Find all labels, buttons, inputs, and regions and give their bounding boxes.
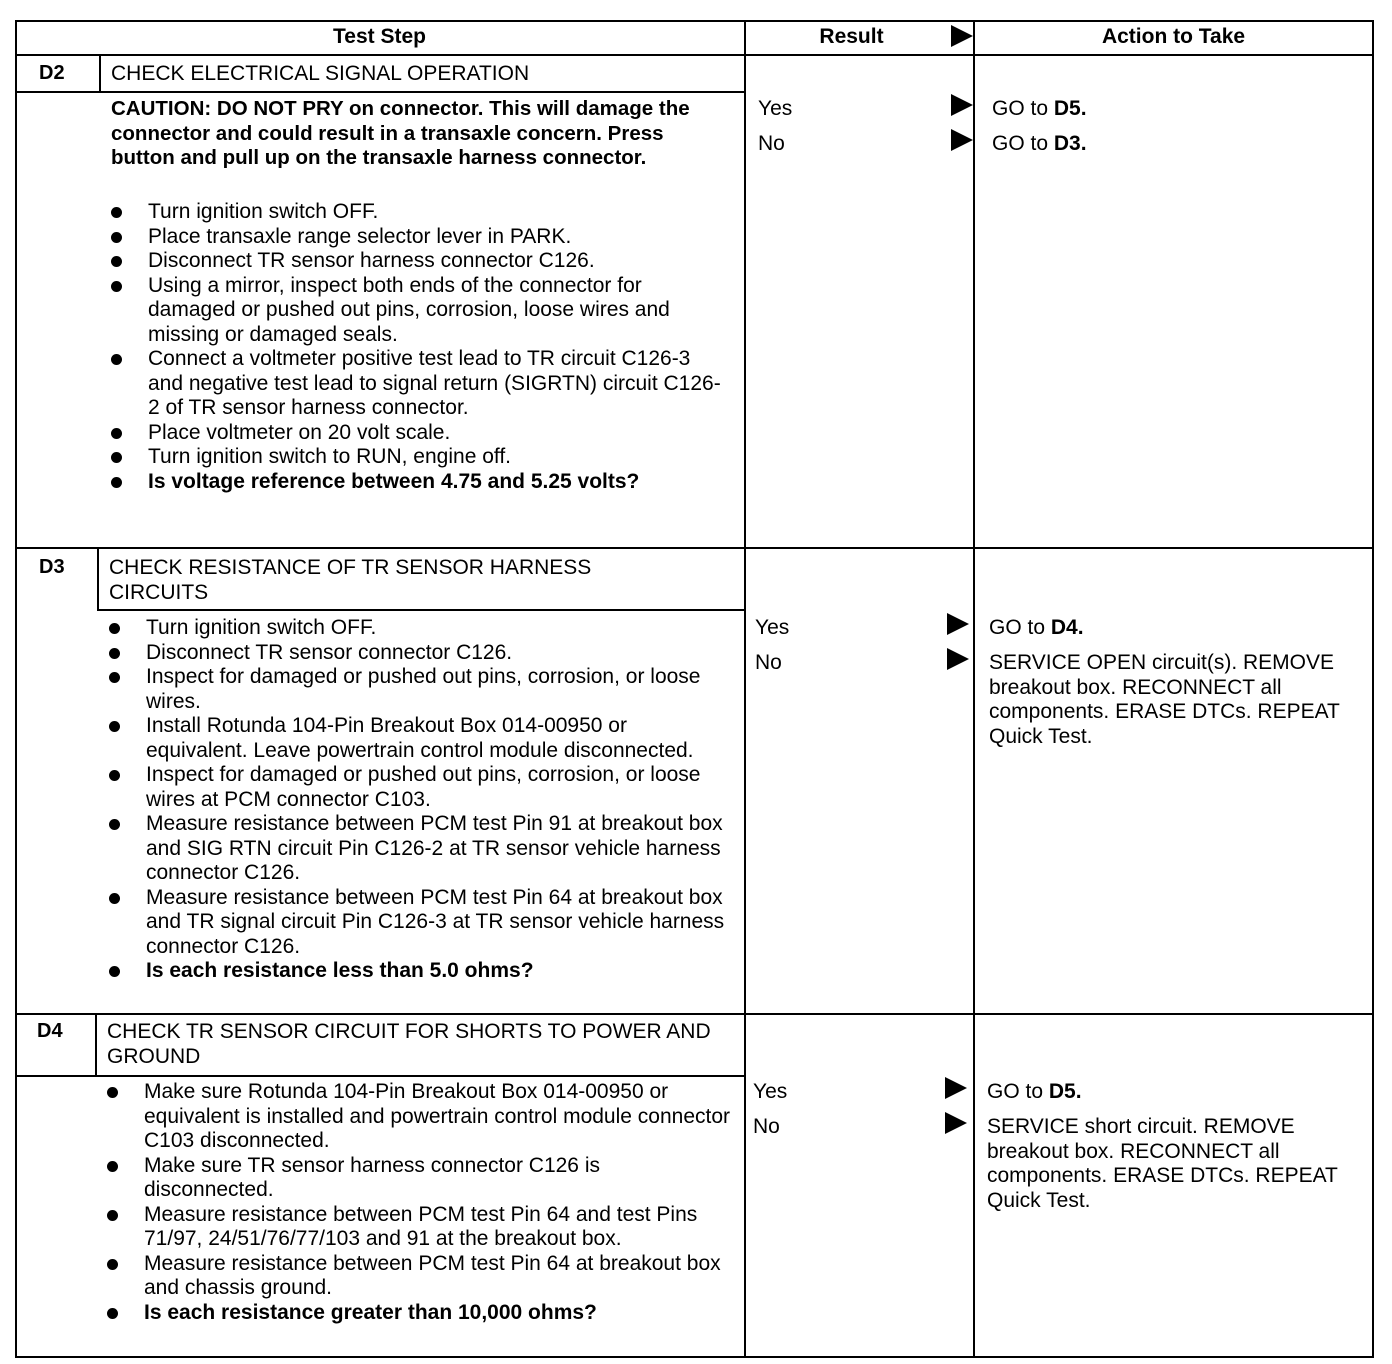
result-no-d4: No [753, 1115, 780, 1138]
caution-d2: CAUTION: DO NOT PRY on connector. This will damage the connector and could result in a transaxle concern. Press button and pull up on the transaxle harness connector. [111, 97, 690, 169]
result-yes-d2: Yes [758, 97, 793, 120]
header-result-arrow-icon [951, 25, 973, 47]
arrow-icon [947, 613, 969, 635]
list-item: Inspect for damaged or pushed out pins, corrosion, or loose wires at PCM connector C103. [109, 763, 734, 812]
id-divider-d4 [95, 1014, 97, 1076]
action-yes-d4: GO to D5. [987, 1080, 1082, 1103]
question-d3: Is each resistance less than 5.0 ohms? [109, 959, 734, 984]
step-list-d3 [109, 616, 734, 984]
arrow-icon [945, 1077, 967, 1099]
list-item: Using a mirror, inspect both ends of the connector for damaged or pushed out pins, corrosion, loose wires and missing or damaged seals. [111, 274, 731, 348]
row-divider-d4 [15, 1013, 1374, 1015]
action-no-d2: GO to D3. [992, 132, 1087, 155]
step-title-d4: CHECK TR SENSOR CIRCUIT FOR SHORTS TO POWER AND GROUND [107, 1020, 711, 1068]
action-yes-d2: GO to D5. [992, 97, 1087, 120]
column-divider-result [744, 20, 746, 1358]
step-list-d4 [107, 1080, 732, 1325]
result-no-d2: No [758, 132, 785, 155]
id-divider-d2 [99, 55, 101, 92]
d4-title-divider [15, 1075, 746, 1077]
table-border-right [1372, 20, 1374, 1358]
list-item: Measure resistance between PCM test Pin 91 at breakout box and SIG RTN circuit Pin C126-2 at TR sensor vehicle harness connector C126. [109, 812, 734, 886]
header-test-step: Test Step [333, 25, 426, 48]
step-title-d3: CHECK RESISTANCE OF TR SENSOR HARNESS CIRCUITS [109, 556, 592, 604]
list-item: Inspect for damaged or pushed out pins, corrosion, or loose wires. [109, 665, 734, 714]
list-item: Turn ignition switch to RUN, engine off. [111, 445, 731, 470]
step-id-d2: D2 [39, 62, 65, 84]
step-list-d2 [111, 200, 731, 494]
list-item: Measure resistance between PCM test Pin 64 at breakout box and TR signal circuit Pin C126-3 at TR sensor vehicle harness connector C126. [109, 886, 734, 960]
d2-title-divider [15, 91, 746, 93]
list-item: Make sure TR sensor harness connector C126 is disconnected. [107, 1154, 732, 1203]
arrow-icon [951, 129, 973, 151]
arrow-icon [945, 1112, 967, 1134]
step-id-d3: D3 [39, 556, 65, 578]
table-border-top [15, 20, 1374, 22]
list-item: Measure resistance between PCM test Pin 64 and test Pins 71/97, 24/51/76/77/103 and 91 at the breakout box. [107, 1203, 732, 1252]
list-item: Install Rotunda 104-Pin Breakout Box 014-00950 or equivalent. Leave powertrain control module disconnected. [109, 714, 734, 763]
step-title-d2: CHECK ELECTRICAL SIGNAL OPERATION [111, 62, 530, 85]
id-divider-d3 [97, 548, 99, 610]
list-item: Connect a voltmeter positive test lead to TR circuit C126-3 and negative test lead to signal return (SIGRTN) circuit C126-2 of TR sensor harness connector. [111, 347, 731, 421]
header-action: Action to Take [1101, 25, 1246, 48]
list-item: Make sure Rotunda 104-Pin Breakout Box 014-00950 or equivalent is installed and powertrain control module connector C103 disconnected. [107, 1080, 732, 1154]
d3-title-divider [97, 609, 746, 611]
action-no-d3: SERVICE OPEN circuit(s). REMOVE breakout box. RECONNECT all components. ERASE DTCs. REPEAT Quick Test. [989, 651, 1340, 748]
table-border-bottom [15, 1356, 1374, 1358]
result-yes-d3: Yes [755, 616, 790, 639]
column-divider-action [973, 20, 975, 1358]
step-id-d4: D4 [37, 1020, 63, 1042]
header-divider [15, 54, 1374, 56]
list-item: Disconnect TR sensor harness connector C126. [111, 249, 731, 274]
result-no-d3: No [755, 651, 782, 674]
question-d4: Is each resistance greater than 10,000 ohms? [107, 1301, 732, 1326]
list-item: Turn ignition switch OFF. [109, 616, 734, 641]
header-result: Result [819, 25, 884, 48]
table-border-left [15, 20, 17, 1358]
row-divider-d3 [15, 547, 1374, 549]
question-d2: Is voltage reference between 4.75 and 5.25 volts? [111, 470, 731, 495]
list-item: Measure resistance between PCM test Pin 64 at breakout box and chassis ground. [107, 1252, 732, 1301]
action-no-d4: SERVICE short circuit. REMOVE breakout box. RECONNECT all components. ERASE DTCs. REPEAT Quick Test. [987, 1115, 1338, 1212]
action-yes-d3: GO to D4. [989, 616, 1084, 639]
list-item: Place transaxle range selector lever in PARK. [111, 225, 731, 250]
list-item: Disconnect TR sensor connector C126. [109, 641, 734, 666]
diagnostic-table [15, 20, 1374, 1358]
arrow-icon [951, 94, 973, 116]
result-yes-d4: Yes [753, 1080, 788, 1103]
arrow-icon [947, 648, 969, 670]
list-item: Turn ignition switch OFF. [111, 200, 731, 225]
list-item: Place voltmeter on 20 volt scale. [111, 421, 731, 446]
